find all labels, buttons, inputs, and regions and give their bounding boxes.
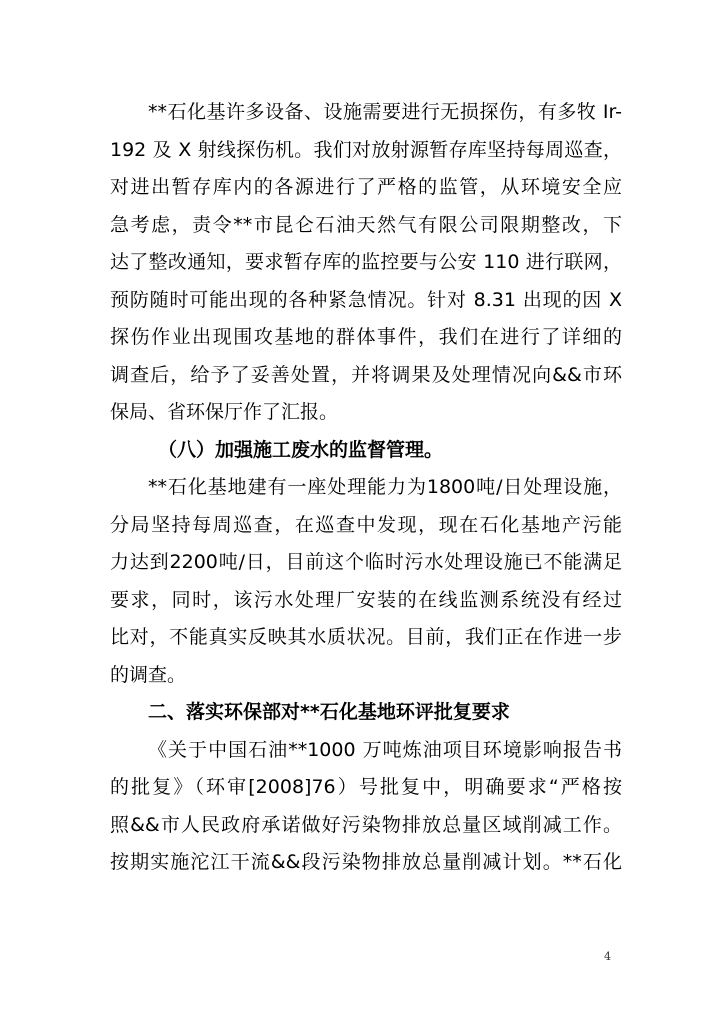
paragraph-eia-approval xyxy=(110,732,622,882)
paragraph-line: 调查后，给予了妥善处置，并将调果及处理情况向&&市环 xyxy=(110,363,622,386)
paragraph-line: 分局坚持每周巡查，在巡查中发现，现在石化基地产污能 xyxy=(110,513,622,536)
paragraph-line: 《关于中国石油**1000 万吨炼油项目环境影响报告书 xyxy=(148,738,622,761)
body-text xyxy=(110,94,622,882)
paragraph-line: 急考虑，责令**市昆仑石油天然气有限公司限期整改，下 xyxy=(110,213,622,236)
paragraph-radiation-sources xyxy=(110,94,622,432)
section-heading-eia-approval: 二、落实环保部对**石化基地环评批复要求 xyxy=(148,701,510,723)
paragraph-line: 探伤作业出现围攻基地的群体事件，我们在进行了详细的 xyxy=(110,326,622,348)
paragraph-line: 预防随时可能出现的各种紧急情况。针对 8.31 出现的因 X xyxy=(110,288,622,311)
paragraph-line: 的调查。 xyxy=(110,663,187,686)
paragraph-line: 照&&市人民政府承诺做好污染物排放总量区域削减工作。 xyxy=(110,813,622,836)
paragraph-line: 比对，不能真实反映其水质状况。目前，我们正在作进一步 xyxy=(110,626,622,648)
paragraph-line: 按期实施沱江干流&&段污染物排放总量削减计划。**石化 xyxy=(110,851,622,873)
paragraph-line: **石化基地建有一座处理能力为1800吨/日处理设施， xyxy=(148,476,622,498)
paragraph-line: 对进出暂存库内的各源进行了严格的监管，从环境安全应 xyxy=(110,176,622,198)
paragraph-line: 的批复》（环审[2008]76）号批复中，明确要求“严格按 xyxy=(110,776,622,798)
paragraph-line: 要求，同时，该污水处理厂安装的在线监测系统没有经过 xyxy=(110,588,622,611)
paragraph-wastewater xyxy=(110,469,622,694)
section-heading-wastewater: （八）加强施工废水的监督管理。 xyxy=(158,438,444,461)
paragraph-line: **石化基许多设备、设施需要进行无损探伤，有多牧 Ir- xyxy=(148,101,622,123)
page-number: 4 xyxy=(604,950,611,963)
paragraph-line: 力达到2200吨/日，目前这个临时污水处理设施已不能满足 xyxy=(110,551,622,573)
paragraph-line: 192 及 X 射线探伤机。我们对放射源暂存库坚持每周巡查， xyxy=(110,138,622,161)
paragraph-line: 达了整改通知，要求暂存库的监控要与公安 110 进行联网， xyxy=(110,251,622,273)
paragraph-line: 保局、省环保厅作了汇报。 xyxy=(110,401,339,423)
